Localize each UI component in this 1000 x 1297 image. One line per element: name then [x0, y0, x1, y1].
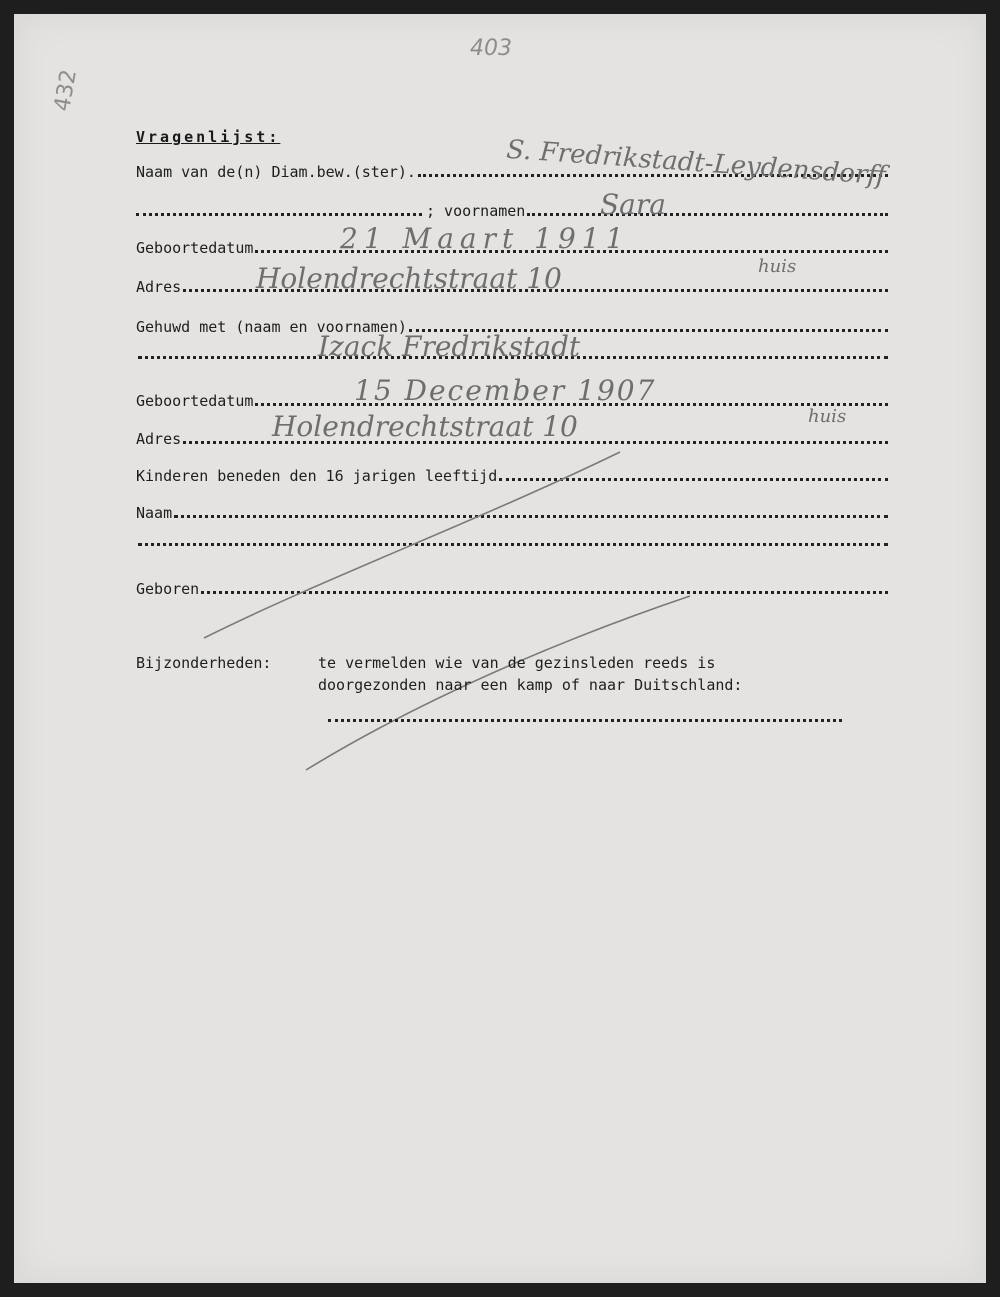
bijzonderheden-label: Bijzonderheden: [136, 654, 272, 672]
gehuwd-value: Izack Fredrikstadt [318, 330, 581, 363]
bijzonderheden-text-2: doorgezonden naar een kamp of naar Duitschland: [318, 676, 743, 694]
adres2-value: Holendrechtstraat 10 [272, 410, 578, 443]
geboortedatum2-value: 15 December 1907 [354, 374, 657, 407]
bijzonderheden-dots [328, 718, 842, 722]
naam-value: S. Fredrikstadt-Leydensdorff [505, 134, 887, 192]
voornamen-value: Sara [600, 188, 666, 221]
adres2-suffix: huis [808, 406, 847, 427]
geboortedatum2-label: Geboortedatum [136, 392, 254, 410]
adres-label: Adres [136, 278, 182, 296]
archive-number: 432 [50, 67, 82, 114]
adres-value: Holendrechtstraat 10 [256, 262, 562, 295]
bijzonderheden-text-1: te vermelden wie van de gezinsleden reeds is [318, 654, 716, 672]
geboren-label: Geboren [136, 580, 200, 598]
adres2-label: Adres [136, 430, 182, 448]
adres-suffix: huis [758, 256, 797, 277]
geboortedatum-value: 21 Maart 1911 [340, 222, 630, 255]
geboortedatum-label: Geboortedatum [136, 239, 254, 257]
page-number: 403 [470, 36, 512, 61]
strike-line-upper [204, 452, 620, 638]
form-title: Vragenlijst: [136, 128, 281, 146]
gehuwd-label: Gehuwd met (naam en voornamen) [136, 318, 407, 336]
voornamen-label: ; voornamen [426, 202, 526, 220]
kinderen-label: Kinderen beneden den 16 jarigen leeftijd [136, 467, 498, 485]
naam-label: Naam van de(n) Diam.bew.(ster). [136, 163, 416, 181]
kind-naam-label: Naam [136, 504, 173, 522]
